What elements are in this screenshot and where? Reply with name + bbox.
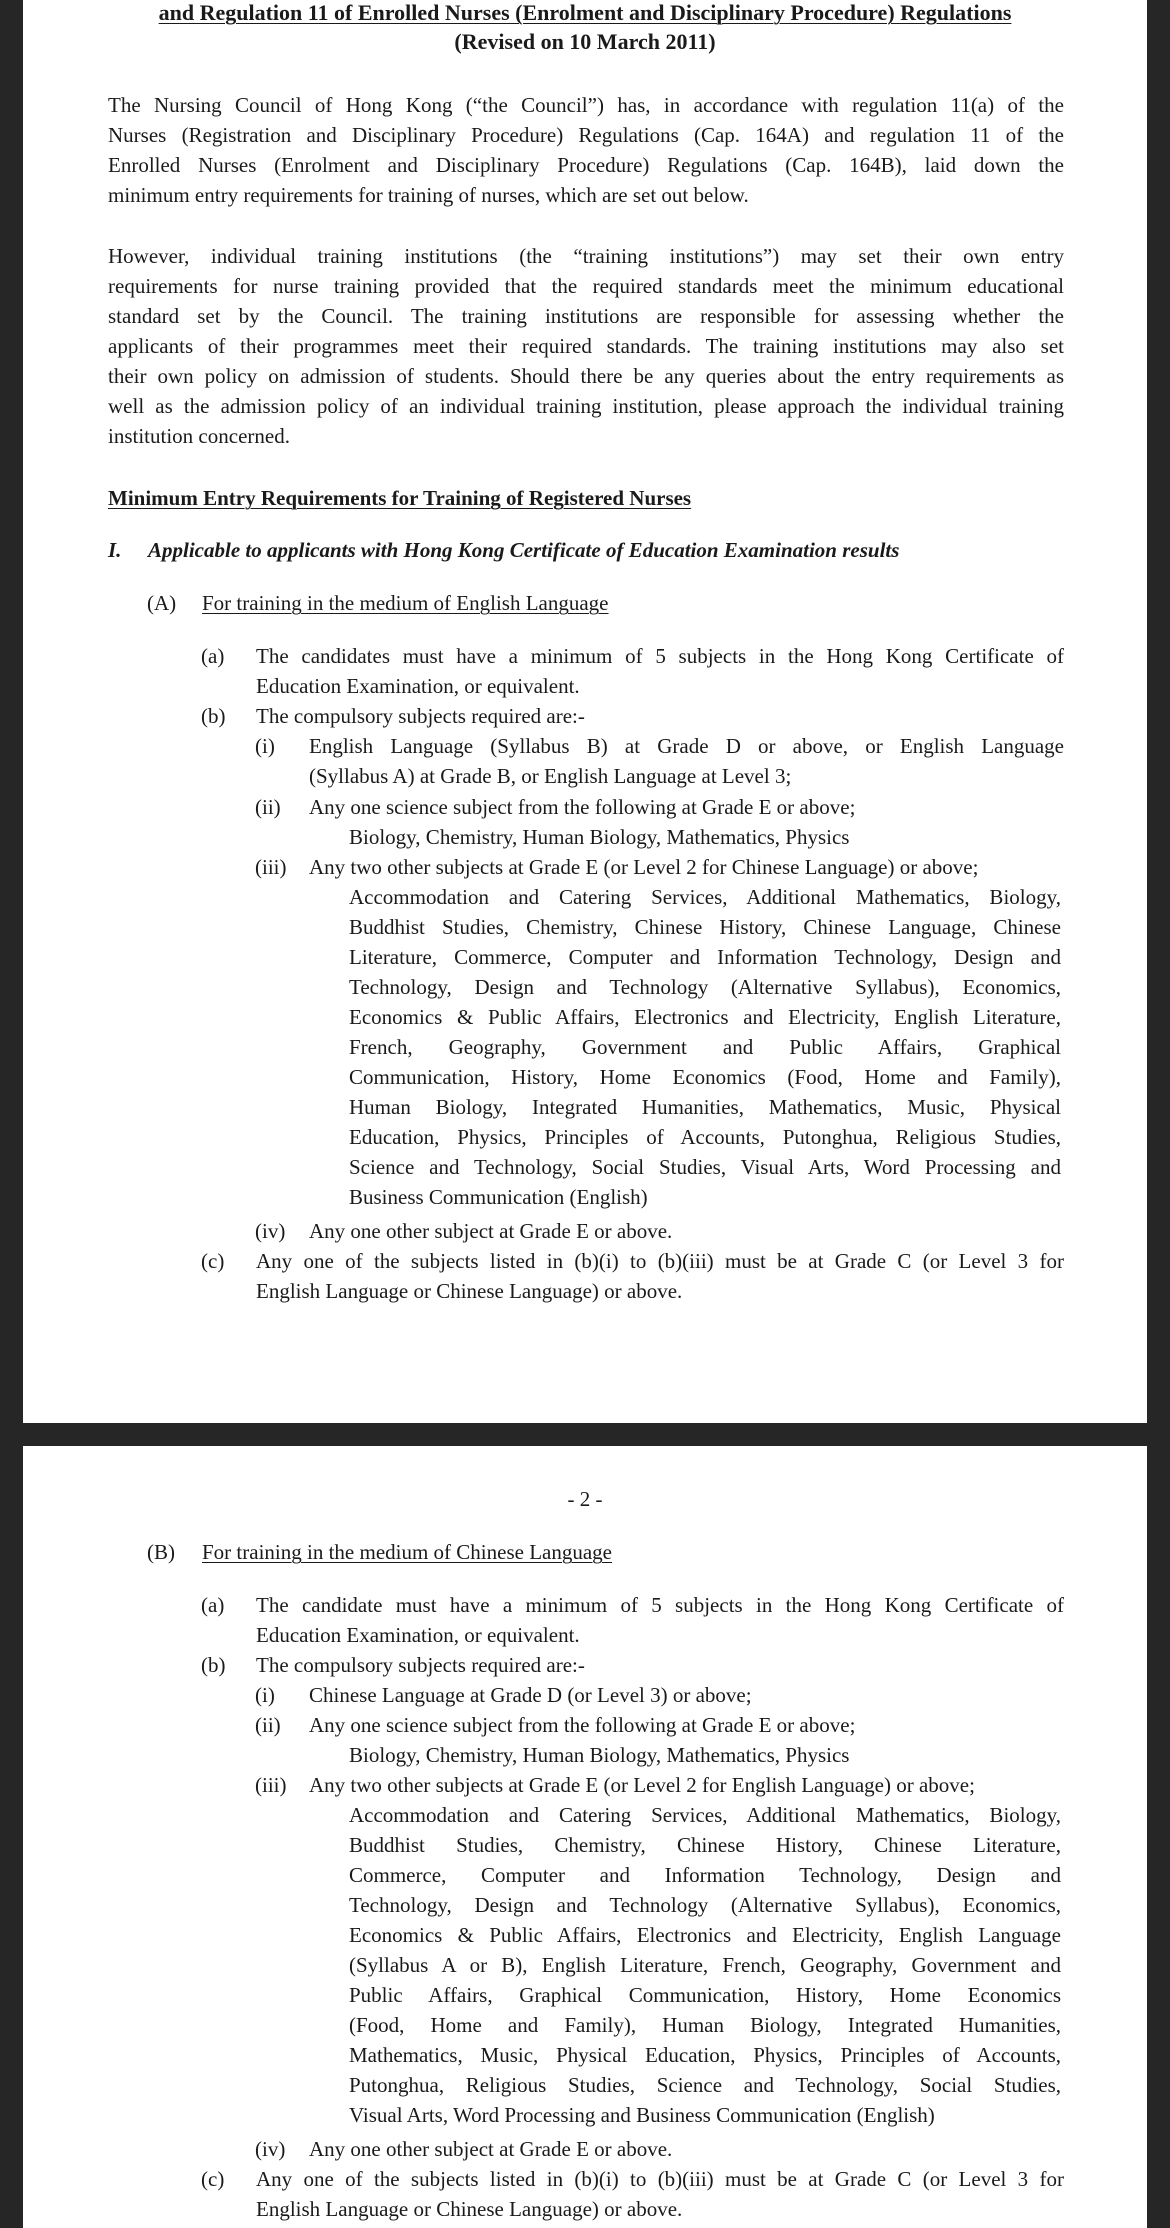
subitem-label: (iii) bbox=[255, 1773, 287, 1797]
intro-paragraph-2 bbox=[108, 241, 1064, 451]
subitem-label: (iii) bbox=[255, 855, 287, 879]
document-title: and Regulation 11 of Enrolled Nurses (Enrolment and Disciplinary Procedure) Regulations bbox=[158, 0, 1012, 25]
text-line: standard set by the Council. The training institutions are responsible for assessing whether the bbox=[108, 304, 1064, 328]
subitem-iv-text: Any one other subject at Grade E or above. bbox=[309, 2137, 673, 2161]
subitem-i-text: Chinese Language at Grade D (or Level 3) or above; bbox=[309, 1683, 752, 1707]
item-c-text bbox=[256, 1246, 1064, 1306]
item-b-text: The compulsory subjects required are:- bbox=[256, 704, 585, 728]
text-line: Business Communication (English) bbox=[349, 1185, 648, 1209]
text-line: their own policy on admission of students. Should there be any queries about the entry requirements as bbox=[108, 364, 1064, 388]
item-a-text bbox=[256, 1590, 1064, 1650]
text-line: Economics & Public Affairs, Electronics and Electricity, English Language bbox=[349, 1923, 1061, 1947]
text-line: (Food, Home and Family), Human Biology, Integrated Humanities, bbox=[349, 2013, 1061, 2037]
text-line: Science and Technology, Social Studies, Visual Arts, Word Processing and bbox=[349, 1155, 1061, 1179]
part-number: I. bbox=[108, 538, 122, 562]
text-line: Education, Physics, Principles of Accounts, Putonghua, Religious Studies, bbox=[349, 1125, 1061, 1149]
science-subjects: Biology, Chemistry, Human Biology, Mathematics, Physics bbox=[349, 825, 850, 849]
text-line: Buddhist Studies, Chemistry, Chinese History, Chinese Language, Chinese bbox=[349, 915, 1061, 939]
subsection-title: For training in the medium of English Language bbox=[202, 591, 609, 615]
item-label: (a) bbox=[201, 1593, 225, 1617]
subitem-ii-text: Any one science subject from the following at Grade E or above; bbox=[309, 1713, 856, 1737]
intro-paragraph-1 bbox=[108, 90, 1064, 210]
text-line: Accommodation and Catering Services, Additional Mathematics, Biology, bbox=[349, 1803, 1061, 1827]
subitem-i-text bbox=[309, 731, 1064, 791]
text-line: However, individual training institutions (the “training institutions”) may set their own entry bbox=[108, 244, 1064, 268]
item-label: (a) bbox=[201, 644, 225, 668]
item-label: (b) bbox=[201, 704, 226, 728]
text-line: English Language or Chinese Language) or above. bbox=[256, 1279, 683, 1303]
section-heading: Minimum Entry Requirements for Training of Registered Nurses bbox=[108, 486, 692, 510]
text-line: Communication, History, Home Economics (Food, Home and Family), bbox=[349, 1065, 1061, 1089]
document-page-2 bbox=[23, 1446, 1147, 2228]
subitem-iii-text: Any two other subjects at Grade E (or Level 2 for Chinese Language) or above; bbox=[309, 855, 979, 879]
text-line: (Syllabus A) at Grade B, or English Language at Level 3; bbox=[309, 764, 792, 788]
text-line: Education Examination, or equivalent. bbox=[256, 674, 580, 698]
text-line: requirements for nurse training provided that the required standards meet the minimum educational bbox=[108, 274, 1064, 298]
subitem-iii-text: Any two other subjects at Grade E (or Level 2 for English Language) or above; bbox=[309, 1773, 975, 1797]
text-line: Putonghua, Religious Studies, Science and Technology, Social Studies, bbox=[349, 2073, 1061, 2097]
subject-list bbox=[349, 1800, 1061, 2130]
text-line: English Language or Chinese Language) or above. bbox=[256, 2197, 683, 2221]
science-subjects: Biology, Chemistry, Human Biology, Mathematics, Physics bbox=[349, 1743, 850, 1767]
text-line: The Nursing Council of Hong Kong (“the Council”) has, in accordance with regulation 11(a) of the bbox=[108, 93, 1064, 117]
subsection-title: For training in the medium of Chinese Language bbox=[202, 1540, 612, 1564]
text-line: Any one of the subjects listed in (b)(i) to (b)(iii) must be at Grade C (or Level 3 for bbox=[256, 1249, 1064, 1273]
text-line: The candidate must have a minimum of 5 subjects in the Hong Kong Certificate of bbox=[256, 1593, 1064, 1617]
text-line: Human Biology, Integrated Humanities, Mathematics, Music, Physical bbox=[349, 1095, 1061, 1119]
subitem-label: (ii) bbox=[255, 1713, 281, 1737]
subitem-label: (iv) bbox=[255, 1219, 286, 1243]
item-c-text bbox=[256, 2164, 1064, 2224]
text-line: (Syllabus A or B), English Literature, French, Geography, Government and bbox=[349, 1953, 1061, 1977]
text-line: Education Examination, or equivalent. bbox=[256, 1623, 580, 1647]
text-line: Technology, Design and Technology (Alternative Syllabus), Economics, bbox=[349, 1893, 1061, 1917]
text-line: Public Affairs, Graphical Communication, History, Home Economics bbox=[349, 1983, 1061, 2007]
text-line: Buddhist Studies, Chemistry, Chinese History, Chinese Literature, bbox=[349, 1833, 1061, 1857]
subsection-label: (A) bbox=[147, 591, 177, 615]
item-a-text bbox=[256, 641, 1064, 701]
item-label: (c) bbox=[201, 2167, 225, 2191]
text-line: well as the admission policy of an individual training institution, please approach the individual training bbox=[108, 394, 1064, 418]
text-line: Visual Arts, Word Processing and Business Communication (English) bbox=[349, 2103, 935, 2127]
subitem-label: (i) bbox=[255, 734, 275, 758]
text-line: applicants of their programmes meet their required standards. The training institutions may also set bbox=[108, 334, 1064, 358]
subitem-label: (ii) bbox=[255, 795, 281, 819]
document-page-1 bbox=[23, 0, 1147, 1423]
subject-list bbox=[349, 882, 1061, 1212]
text-line: English Language (Syllabus B) at Grade D or above, or English Language bbox=[309, 734, 1064, 758]
text-line: Technology, Design and Technology (Alternative Syllabus), Economics, bbox=[349, 975, 1061, 999]
text-line: French, Geography, Government and Public Affairs, Graphical bbox=[349, 1035, 1061, 1059]
subitem-ii-text: Any one science subject from the following at Grade E or above; bbox=[309, 795, 856, 819]
text-line: minimum entry requirements for training of nurses, which are set out below. bbox=[108, 183, 749, 207]
document-revision-date: (Revised on 10 March 2011) bbox=[454, 29, 716, 54]
subitem-label: (iv) bbox=[255, 2137, 286, 2161]
text-line: Economics & Public Affairs, Electronics and Electricity, English Literature, bbox=[349, 1005, 1061, 1029]
text-line: Commerce, Computer and Information Technology, Design and bbox=[349, 1863, 1061, 1887]
text-line: Enrolled Nurses (Enrolment and Disciplinary Procedure) Regulations (Cap. 164B), laid down the bbox=[108, 153, 1064, 177]
text-line: Mathematics, Music, Physical Education, Physics, Principles of Accounts, bbox=[349, 2043, 1061, 2067]
text-line: Accommodation and Catering Services, Additional Mathematics, Biology, bbox=[349, 885, 1061, 909]
page-number: - 2 - bbox=[567, 1487, 603, 1511]
subitem-label: (i) bbox=[255, 1683, 275, 1707]
item-b-text: The compulsory subjects required are:- bbox=[256, 1653, 585, 1677]
item-label: (b) bbox=[201, 1653, 226, 1677]
part-title: Applicable to applicants with Hong Kong Certificate of Education Examination results bbox=[148, 538, 900, 562]
text-line: The candidates must have a minimum of 5 subjects in the Hong Kong Certificate of bbox=[256, 644, 1064, 668]
item-label: (c) bbox=[201, 1249, 225, 1273]
text-line: institution concerned. bbox=[108, 424, 290, 448]
subsection-label: (B) bbox=[147, 1540, 175, 1564]
text-line: Any one of the subjects listed in (b)(i) to (b)(iii) must be at Grade C (or Level 3 for bbox=[256, 2167, 1064, 2191]
text-line: Literature, Commerce, Computer and Information Technology, Design and bbox=[349, 945, 1061, 969]
subitem-iv-text: Any one other subject at Grade E or above. bbox=[309, 1219, 673, 1243]
text-line: Nurses (Registration and Disciplinary Procedure) Regulations (Cap. 164A) and regulation 11 of the bbox=[108, 123, 1064, 147]
